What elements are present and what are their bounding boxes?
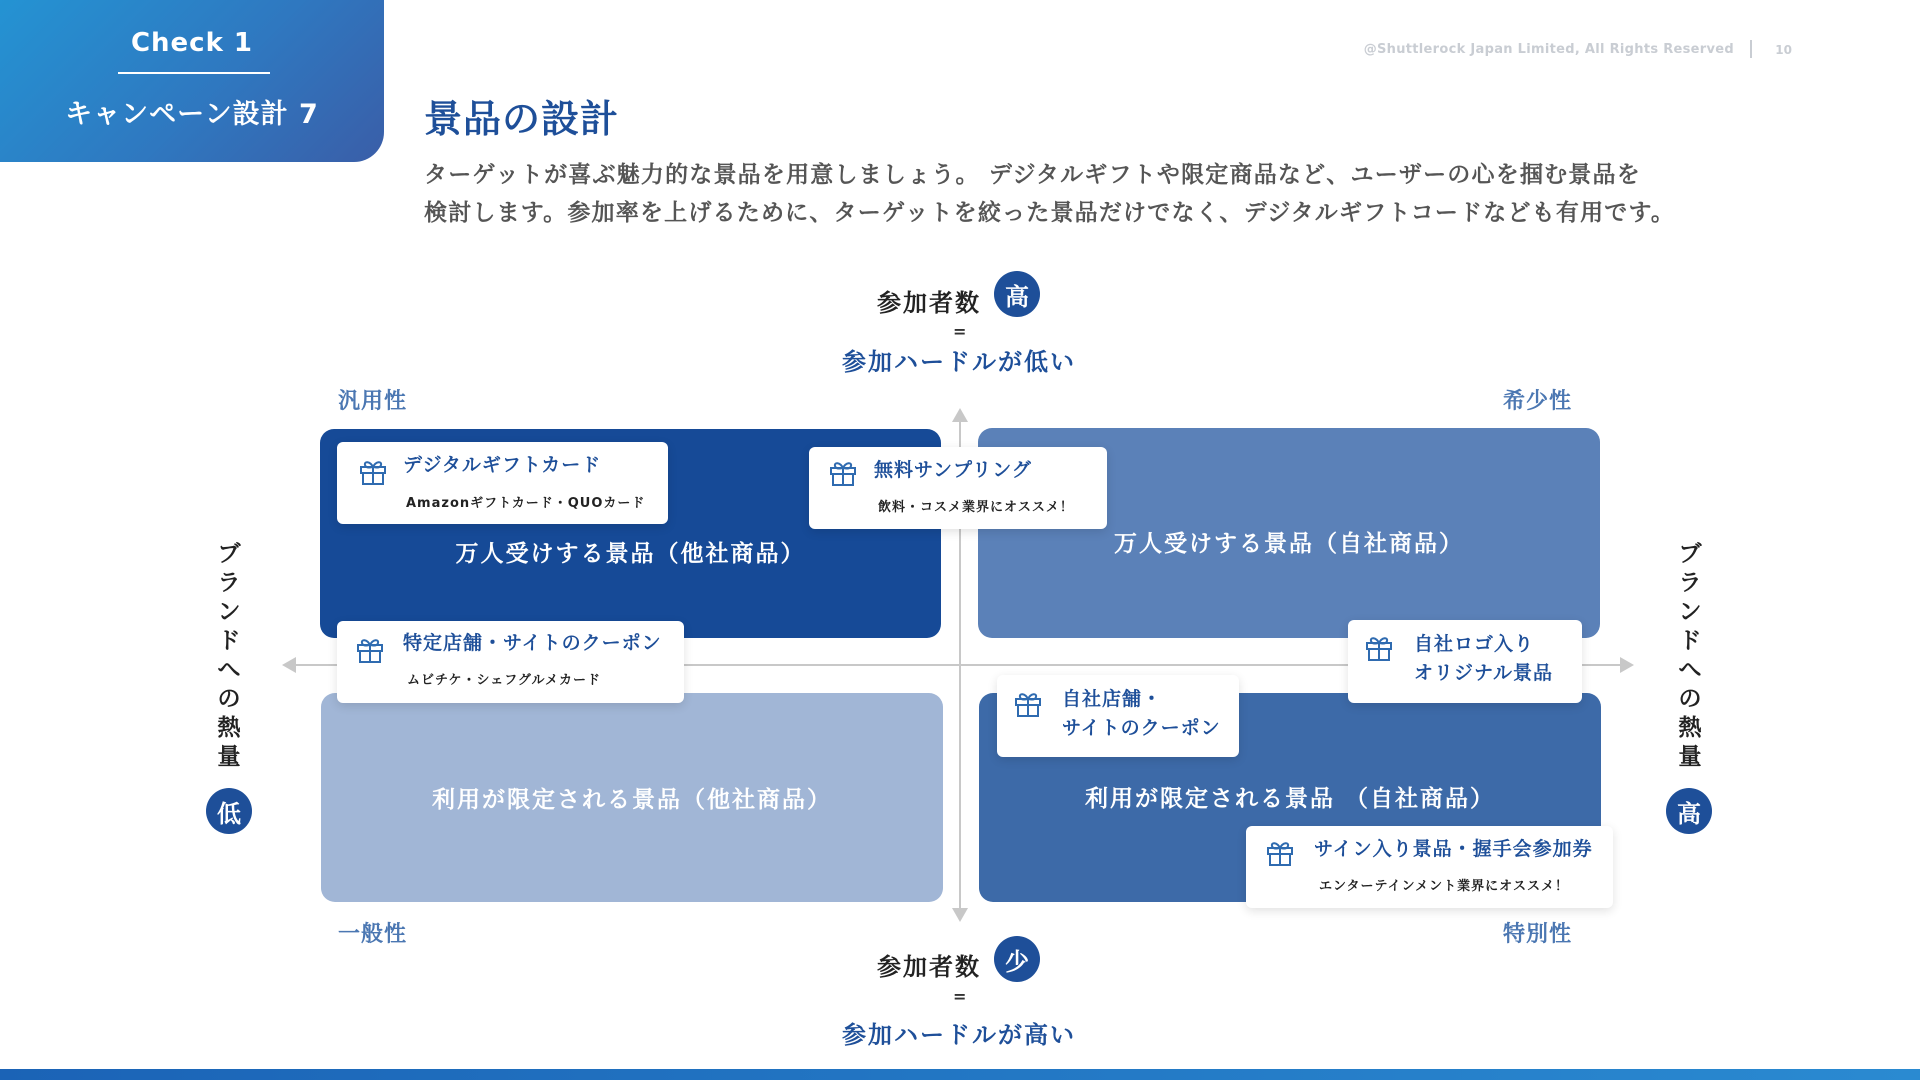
axis-arrow-right-icon — [1620, 657, 1634, 673]
left-axis-badge: 低 — [206, 788, 252, 834]
card-title: サイン入り景品・握手会参加券 — [1314, 838, 1593, 860]
axis-arrow-up-icon — [952, 408, 968, 422]
footer-bar — [0, 1069, 1920, 1080]
card-title-line-2: サイトのクーポン — [1062, 717, 1221, 739]
gift-icon — [1363, 631, 1395, 663]
left-axis-title: ブランドへの熱量 — [217, 541, 241, 770]
card-coupon-own — [997, 675, 1239, 757]
card-subtitle: ムビチケ・シェフグルメカード — [407, 673, 602, 688]
description-line-1: ターゲットが喜ぶ魅力的な景品を用意しましょう。 デジタルギフトや限定商品など、ユーザーの心を掴む景品を — [424, 162, 1641, 188]
card-title: デジタルギフトカード — [403, 454, 602, 476]
top-axis-badge: 高 — [994, 271, 1040, 317]
top-axis-title: 参加者数 — [877, 289, 981, 317]
card-free-sampling — [809, 447, 1107, 529]
card-autograph — [1246, 826, 1613, 908]
description-line-2: 検討します。参加率を上げるために、ターゲットを絞った景品だけでなく、デジタルギフトコードなども有用です。 — [424, 200, 1676, 226]
card-title: 無料サンプリング — [874, 459, 1032, 481]
card-subtitle: Amazonギフトカード・QUOカード — [406, 496, 646, 511]
copyright-divider — [1750, 40, 1752, 58]
card-title-line-1: 自社ロゴ入り — [1414, 633, 1535, 655]
page-title: 景品の設計 — [424, 97, 620, 141]
card-logo-goods — [1348, 620, 1582, 703]
quadrant-top-right-label: 万人受けする景品（自社商品） — [1114, 530, 1464, 557]
quadrant-bottom-left — [321, 693, 943, 902]
corner-label-bottom-right: 特別性 — [1503, 922, 1573, 947]
gift-icon — [354, 633, 386, 665]
gift-icon — [827, 456, 859, 488]
axis-arrow-left-icon — [282, 657, 296, 673]
right-axis-title: ブランドへの熱量 — [1678, 541, 1702, 770]
page-number: 10 — [1775, 43, 1792, 57]
right-axis-badge: 高 — [1666, 788, 1712, 834]
bottom-axis-hurdle: 参加ハードルが高い — [842, 1021, 1076, 1049]
check-label: Check 1 — [130, 28, 254, 58]
copyright: @Shuttlerock Japan Limited, All Rights Reserved — [1363, 42, 1734, 57]
quadrant-bottom-left-label: 利用が限定される景品（他社商品） — [432, 787, 832, 813]
gift-icon — [1012, 687, 1044, 719]
card-title-line-2: オリジナル景品 — [1414, 662, 1554, 684]
axis-arrow-down-icon — [952, 908, 968, 922]
corner-label-bottom-left: 一般性 — [338, 922, 408, 947]
card-coupon-other — [337, 621, 684, 703]
quadrant-top-left-label: 万人受けする景品（他社商品） — [455, 541, 806, 567]
bottom-axis-equals: = — [953, 987, 967, 1006]
top-axis-hurdle: 参加ハードルが低い — [842, 348, 1076, 376]
quadrant-bottom-right-label: 利用が限定される景品 （自社商品） — [1084, 786, 1495, 812]
gift-icon — [1264, 836, 1296, 868]
corner-label-top-right: 希少性 — [1503, 389, 1573, 414]
bottom-axis-title: 参加者数 — [877, 953, 981, 981]
badge-divider — [118, 72, 270, 74]
card-digital-gift — [337, 442, 668, 524]
card-title-line-1: 自社店舗・ — [1062, 688, 1163, 710]
top-axis-equals: = — [953, 322, 967, 341]
card-subtitle: 飲料・コスメ業界にオススメ！ — [878, 500, 1074, 515]
corner-label-top-left: 汎用性 — [338, 389, 408, 414]
gift-icon — [357, 455, 389, 487]
badge-subtitle: キャンペーン設計 7 — [65, 99, 319, 130]
bottom-axis-badge: 少 — [994, 936, 1040, 982]
section-badge — [0, 0, 384, 162]
card-title: 特定店舗・サイトのクーポン — [403, 632, 662, 654]
card-subtitle: エンターテインメント業界にオススメ！ — [1319, 879, 1570, 894]
